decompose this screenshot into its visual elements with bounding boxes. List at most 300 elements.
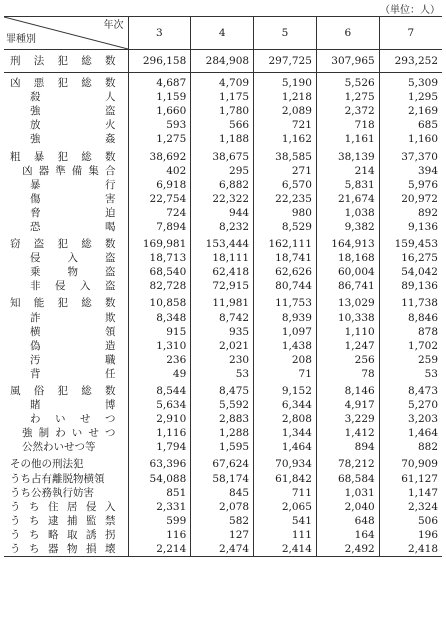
value-cell: 718: [316, 118, 379, 132]
table-row: [4, 528, 442, 542]
value-cell: 5,309: [379, 73, 442, 91]
value-cell: 8,475: [191, 381, 254, 398]
value-cell: 1,275: [128, 132, 191, 146]
value-cell: 67,624: [191, 454, 254, 471]
table-row: [4, 542, 442, 557]
table-row: [4, 472, 442, 486]
table-row: [4, 398, 442, 412]
value-cell: 6,344: [254, 398, 317, 412]
row-label-cell: [4, 206, 128, 220]
value-cell: 2,331: [128, 500, 191, 514]
value-cell: 20,972: [379, 192, 442, 206]
value-cell: 5,592: [191, 398, 254, 412]
label-char: 総: [81, 385, 92, 398]
label-char: 犯: [57, 297, 68, 310]
value-cell: 8,473: [379, 381, 442, 398]
value-cell: 22,754: [128, 192, 191, 206]
value-cell: 3,203: [379, 412, 442, 426]
row-label-cell: [4, 542, 128, 557]
value-cell: 1,660: [128, 104, 191, 118]
value-cell: 915: [128, 325, 191, 339]
label-char: 準: [55, 164, 66, 177]
value-cell: 2,078: [191, 500, 254, 514]
row-label-cell: [4, 381, 128, 398]
row-label-cell: [4, 426, 128, 440]
value-cell: 724: [128, 206, 191, 220]
value-cell: 8,846: [379, 311, 442, 325]
label-char: せ: [80, 413, 91, 426]
value-cell: 293,252: [379, 50, 442, 73]
label-char: 犯: [57, 150, 68, 163]
value-cell: 1,218: [254, 90, 317, 104]
row-label-cell: [4, 192, 128, 206]
row-label: [22, 440, 124, 454]
row-label: [30, 412, 124, 426]
row-label-cell: [4, 178, 128, 192]
value-cell: 71: [254, 367, 317, 381]
value-cell: 111: [254, 528, 317, 542]
label-char: 脅: [30, 206, 41, 219]
row-label-cell: [4, 146, 128, 163]
row-label-cell: [4, 528, 128, 542]
value-cell: 16,275: [379, 251, 442, 265]
table-row: [4, 311, 442, 325]
label-char: 能: [33, 297, 45, 310]
value-cell: 61,127: [379, 472, 442, 486]
row-label: [30, 325, 124, 339]
label-char: 取: [67, 528, 78, 541]
row-label: [30, 220, 124, 234]
unit-label: （単位：人）: [380, 5, 440, 16]
row-label-cell: [4, 50, 128, 73]
row-label-cell: [4, 132, 128, 146]
label-char: 集: [88, 164, 99, 177]
value-cell: 2,021: [191, 339, 254, 353]
label-char: 数: [105, 77, 116, 90]
value-cell: 82,728: [128, 279, 191, 293]
value-cell: 8,232: [191, 220, 254, 234]
row-label: [30, 90, 124, 104]
label-char: 博: [105, 399, 116, 412]
label-char: ち: [29, 543, 40, 556]
label-char: 凶: [10, 77, 21, 90]
row-label-cell: [4, 293, 128, 310]
value-cell: 1,794: [128, 440, 191, 454]
value-cell: 22,235: [254, 192, 317, 206]
label-char: 盗: [105, 105, 116, 118]
value-cell: 5,270: [379, 398, 442, 412]
row-label: [30, 132, 124, 146]
value-cell: 5,190: [254, 73, 317, 91]
table-row: [4, 73, 442, 91]
label-char: 刑: [10, 55, 21, 67]
value-cell: 1,097: [254, 325, 317, 339]
value-cell: 1,038: [316, 206, 379, 220]
label-char: 恐: [30, 220, 41, 233]
label-char: 領: [105, 325, 116, 338]
value-cell: 711: [254, 486, 317, 500]
value-cell: 89,136: [379, 279, 442, 293]
label-char: 職: [105, 353, 116, 366]
value-cell: 1,464: [254, 440, 317, 454]
row-label-cell: [4, 367, 128, 381]
value-cell: 54,088: [128, 472, 191, 486]
row-label: [10, 76, 124, 90]
table-row: [4, 251, 442, 265]
value-cell: 18,713: [128, 251, 191, 265]
label-char: 凶: [22, 164, 33, 177]
value-cell: 37,370: [379, 146, 442, 163]
label-char: 迫: [105, 206, 116, 219]
label-char: 入: [80, 280, 91, 293]
label-char: 姦: [105, 133, 116, 146]
label-char: 制: [38, 427, 50, 440]
row-label: [30, 311, 124, 325]
table-row: [4, 265, 442, 279]
row-label-cell: [4, 311, 128, 325]
label-char: 略: [48, 528, 59, 541]
label-char: 数: [105, 297, 116, 310]
value-cell: 53: [379, 367, 442, 381]
row-label: [10, 542, 124, 556]
row-label-cell: [4, 486, 128, 500]
label-char: 傷: [30, 192, 41, 205]
row-label: [10, 457, 124, 471]
value-cell: 208: [254, 353, 317, 367]
value-cell: 10,858: [128, 293, 191, 310]
value-cell: 8,348: [128, 311, 191, 325]
value-cell: 4,709: [191, 73, 254, 91]
label-char: 侵: [30, 252, 41, 265]
table-body: [4, 50, 442, 557]
label-char: 喝: [105, 220, 116, 233]
value-cell: 153,444: [191, 234, 254, 251]
table-row: [4, 412, 442, 426]
label-char: 悪: [33, 77, 45, 90]
row-label-cell: [4, 234, 128, 251]
value-cell: 685: [379, 118, 442, 132]
value-cell: 5,634: [128, 398, 191, 412]
value-cell: 6,570: [254, 178, 317, 192]
value-cell: 259: [379, 353, 442, 367]
value-cell: 721: [254, 118, 317, 132]
value-cell: 2,040: [316, 500, 379, 514]
value-cell: 2,414: [254, 542, 317, 557]
value-cell: 2,324: [379, 500, 442, 514]
table-row: [4, 192, 442, 206]
label-char: 器: [38, 164, 50, 177]
corner-header-cell: [4, 17, 128, 50]
value-cell: 284,908: [191, 50, 254, 73]
label-char: 強: [30, 133, 41, 146]
label-char: 数: [105, 238, 116, 251]
row-label-text: うち公務執行妨害: [10, 486, 94, 499]
value-cell: 9,382: [316, 220, 379, 234]
value-cell: 8,544: [128, 381, 191, 398]
value-cell: 845: [191, 486, 254, 500]
row-label: [30, 251, 124, 265]
row-label-cell: [4, 500, 128, 514]
label-char: う: [10, 500, 21, 513]
value-cell: 593: [128, 118, 191, 132]
label-char: 人: [105, 91, 116, 104]
value-cell: 6,918: [128, 178, 191, 192]
label-char: 暴: [30, 178, 41, 191]
value-cell: 2,214: [128, 542, 191, 557]
value-cell: 295: [191, 164, 254, 178]
value-cell: 13,029: [316, 293, 379, 310]
value-cell: 58,174: [191, 472, 254, 486]
value-cell: 9,136: [379, 220, 442, 234]
value-cell: 164: [316, 528, 379, 542]
table-row: [4, 164, 442, 178]
row-label: [30, 192, 124, 206]
label-char: 犯: [57, 385, 68, 398]
value-cell: 394: [379, 164, 442, 178]
value-cell: 2,910: [128, 412, 191, 426]
row-label-cell: [4, 472, 128, 486]
label-char: 備: [71, 164, 83, 177]
value-cell: 10,338: [316, 311, 379, 325]
value-cell: 297,725: [254, 50, 317, 73]
row-label: [10, 514, 124, 528]
value-cell: 894: [316, 440, 379, 454]
value-cell: 271: [254, 164, 317, 178]
row-label-cell: [4, 325, 128, 339]
value-cell: 1,116: [128, 426, 191, 440]
row-label-cell: [4, 412, 128, 426]
row-label: [10, 528, 124, 542]
year-header: 6: [316, 17, 379, 50]
table-row: [4, 90, 442, 104]
row-label: [10, 237, 124, 251]
table-row: [4, 353, 442, 367]
label-char: 物: [67, 266, 78, 279]
label-char: い: [55, 413, 66, 426]
label-char: 火: [105, 119, 116, 132]
row-label: [30, 398, 124, 412]
label-char: 俗: [33, 385, 45, 398]
row-label-cell: [4, 353, 128, 367]
value-cell: 1,031: [316, 486, 379, 500]
label-char: ち: [29, 514, 40, 527]
row-label-cell: [4, 118, 128, 132]
row-label-text: その他の刑法犯: [10, 458, 84, 471]
value-cell: 61,842: [254, 472, 317, 486]
value-cell: 2,169: [379, 104, 442, 118]
label-char: 背: [30, 367, 41, 380]
value-cell: 1,344: [254, 426, 317, 440]
label-char: 居: [67, 500, 78, 513]
label-char: 拐: [105, 528, 116, 541]
value-cell: 944: [191, 206, 254, 220]
row-label-cell: [4, 454, 128, 471]
value-cell: 11,738: [379, 293, 442, 310]
label-char: 侵: [86, 500, 97, 513]
crime-statistics-table: [4, 16, 442, 557]
label-char: 盗: [33, 238, 45, 251]
row-label: [10, 486, 124, 500]
label-char: 総: [81, 55, 92, 67]
value-cell: 214: [316, 164, 379, 178]
label-char: 損: [86, 543, 97, 556]
value-cell: 892: [379, 206, 442, 220]
label-char: わ: [55, 427, 66, 440]
label-char: 非: [30, 280, 41, 293]
value-cell: 648: [316, 514, 379, 528]
label-char: 総: [81, 238, 92, 251]
label-char: 物: [67, 543, 78, 556]
label-char: 入: [105, 500, 116, 513]
row-label-cell: [4, 90, 128, 104]
value-cell: 11,981: [191, 293, 254, 310]
value-cell: 116: [128, 528, 191, 542]
value-cell: 2,089: [254, 104, 317, 118]
value-cell: 4,687: [128, 73, 191, 91]
value-cell: 8,529: [254, 220, 317, 234]
table-row: [4, 454, 442, 471]
value-cell: 1,275: [316, 90, 379, 104]
row-label: [30, 279, 124, 293]
label-char: 賭: [30, 399, 41, 412]
label-char: 強: [22, 427, 33, 440]
label-char: 行: [105, 178, 116, 191]
label-char: 造: [105, 339, 116, 352]
value-cell: 38,692: [128, 146, 191, 163]
label-char: 乗: [30, 266, 41, 279]
value-cell: 5,526: [316, 73, 379, 91]
row-label: [10, 472, 124, 486]
label-char: 横: [30, 325, 41, 338]
row-label-cell: [4, 440, 128, 454]
value-cell: 2,418: [379, 542, 442, 557]
value-cell: 1,295: [379, 90, 442, 104]
value-cell: 8,742: [191, 311, 254, 325]
label-char: 汚: [30, 353, 41, 366]
year-header: 7: [379, 17, 442, 50]
table-row: [4, 339, 442, 353]
value-cell: 70,934: [254, 454, 317, 471]
value-cell: 1,175: [191, 90, 254, 104]
value-cell: 22,322: [191, 192, 254, 206]
label-char: わ: [30, 413, 41, 426]
value-cell: 1,412: [316, 426, 379, 440]
table-row: [4, 381, 442, 398]
value-cell: 9,152: [254, 381, 317, 398]
value-cell: 21,674: [316, 192, 379, 206]
label-char: 住: [48, 500, 59, 513]
value-cell: 1,464: [379, 426, 442, 440]
label-char: ち: [29, 528, 40, 541]
value-cell: 1,780: [191, 104, 254, 118]
row-label: [30, 353, 124, 367]
label-char: 盗: [105, 280, 116, 293]
label-char: 風: [10, 385, 21, 398]
value-cell: 11,753: [254, 293, 317, 310]
value-cell: 4,917: [316, 398, 379, 412]
value-cell: 68,540: [128, 265, 191, 279]
value-cell: 1,110: [316, 325, 379, 339]
table-row: [4, 293, 442, 310]
value-cell: 1,188: [191, 132, 254, 146]
value-cell: 60,004: [316, 265, 379, 279]
table-row: [4, 440, 442, 454]
value-cell: 2,492: [316, 542, 379, 557]
value-cell: 38,139: [316, 146, 379, 163]
label-char: 犯: [57, 55, 68, 67]
row-label-text: 公然わいせつ等: [22, 441, 96, 454]
label-char: 偽: [30, 339, 41, 352]
value-cell: 68,584: [316, 472, 379, 486]
value-cell: 72,915: [191, 279, 254, 293]
row-label: [22, 426, 124, 440]
row-label: [10, 150, 124, 164]
value-cell: 164,913: [316, 234, 379, 251]
value-cell: 63,396: [128, 454, 191, 471]
row-label-text: うち占有離脱物横領: [10, 472, 105, 485]
corner-year-label: 年次: [103, 20, 124, 31]
value-cell: 70,909: [379, 454, 442, 471]
value-cell: 169,981: [128, 234, 191, 251]
table-row: [4, 132, 442, 146]
value-cell: 196: [379, 528, 442, 542]
label-char: 犯: [57, 238, 68, 251]
row-label-cell: [4, 220, 128, 234]
value-cell: 296,158: [128, 50, 191, 73]
value-cell: 566: [191, 118, 254, 132]
row-label-cell: [4, 279, 128, 293]
value-cell: 1,147: [379, 486, 442, 500]
label-char: 暴: [33, 150, 45, 163]
table-row: [4, 367, 442, 381]
row-label: [10, 54, 124, 68]
label-char: 総: [81, 77, 92, 90]
value-cell: 5,831: [316, 178, 379, 192]
value-cell: 1,161: [316, 132, 379, 146]
value-cell: 38,675: [191, 146, 254, 163]
label-char: 害: [105, 192, 116, 205]
value-cell: 2,065: [254, 500, 317, 514]
label-char: 数: [105, 385, 116, 398]
table-row: [4, 486, 442, 500]
value-cell: 54,042: [379, 265, 442, 279]
value-cell: 2,372: [316, 104, 379, 118]
value-cell: 127: [191, 528, 254, 542]
table-row: [4, 514, 442, 528]
label-char: 知: [10, 297, 21, 310]
value-cell: 1,288: [191, 426, 254, 440]
value-cell: 256: [316, 353, 379, 367]
label-char: 犯: [57, 77, 68, 90]
table-row: [4, 206, 442, 220]
label-char: 任: [105, 367, 116, 380]
label-char: 強: [30, 105, 41, 118]
label-char: 数: [105, 55, 116, 67]
label-char: せ: [88, 427, 99, 440]
row-label: [30, 339, 124, 353]
label-char: 合: [104, 164, 116, 177]
row-label-cell: [4, 73, 128, 91]
table-row: [4, 220, 442, 234]
value-cell: 2,474: [191, 542, 254, 557]
label-char: 欺: [105, 311, 116, 324]
value-cell: 159,453: [379, 234, 442, 251]
table-row: [4, 50, 442, 73]
label-char: 詐: [30, 311, 41, 324]
table-row: [4, 279, 442, 293]
value-cell: 86,741: [316, 279, 379, 293]
value-cell: 18,741: [254, 251, 317, 265]
